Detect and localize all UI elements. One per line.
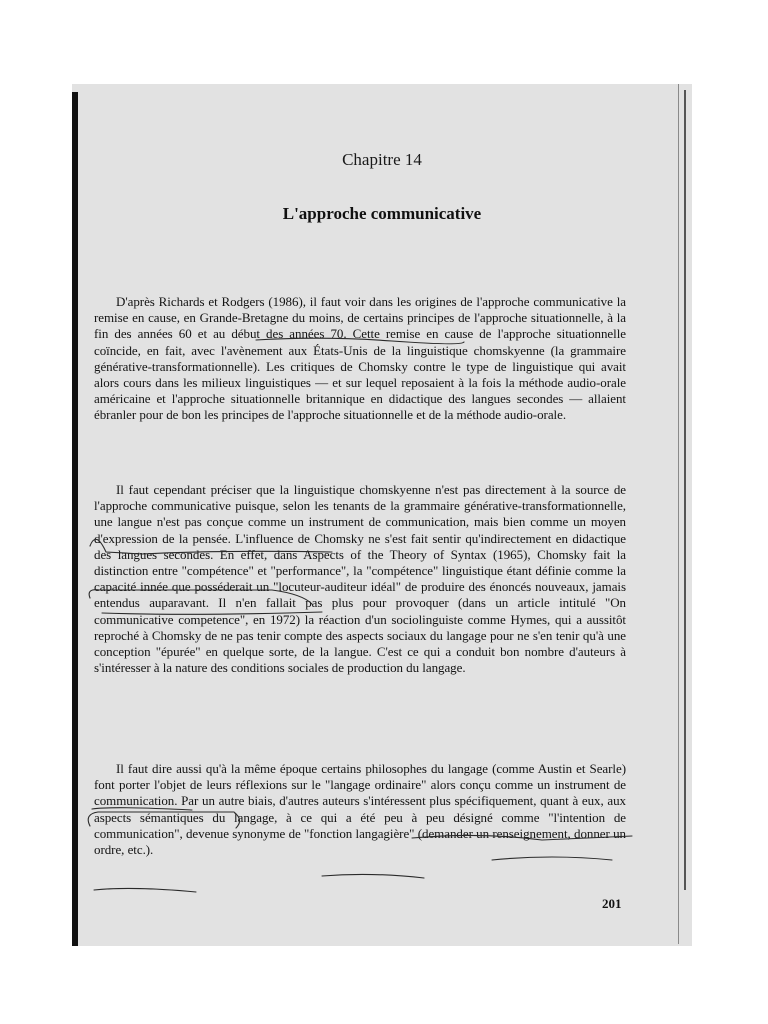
paragraph-text: Il faut cependant préciser que la linguistique chomskyenne n'est pas directement à la source de l'approche communicative puisque, selon les tenants de la grammaire générative-transformationnelle, une langue n'est pas conçue comme un instrument de communication, mais bien comme un moyen d'expression de la pensée. L'influence de Chomsky ne s'est fait sentir qu'indirectement en didactique des langues secondes. En effet, dans Aspects of the Theory of Syntax (1965), Chomsky fait la distinction entre "compétence" et "performance", la "compétence" linguistique étant définie comme la capacité innée que posséderait un "locuteur-auditeur idéal" de produire des énoncés nouveaux, jamais entendus auparavant. Il n'en fallait pas plus pour provoquer (dans un article intitulé "On communicative competence", en 1972) la réaction d'un sociolinguiste comme Hymes, qui a aussitôt reproché à Chomsky de ne pas tenir compte des aspects sociaux du langage pour ne s'en tenir qu'à une conception "épurée" en quelque sorte, de la langue. C'est ce qui a conduit bon nombre d'auteurs à s'intéresser à la nature des conditions sociales de production du langage. — [94, 482, 626, 676]
paragraph-2 — [94, 482, 626, 676]
page-number: 201 — [602, 896, 622, 911]
paragraph-text: D'après Richards et Rodgers (1986), il faut voir dans les origines de l'approche communicative la remise en cause, en Grande-Bretagne du moins, de certains principes de l'approche situationnelle, à la fin des années 60 et au début des années 70. Cette remise en cause de l'approche situationnelle coïncide, en fait, avec l'avènement aux États-Unis de la linguistique chomskyenne (la grammaire générative-transformationnelle). Les critiques de Chomsky contre le type de linguistique qui avait alors cours dans les milieux linguistiques — et sur lequel reposaient à la fois la méthode audio-orale américaine et l'approche situationnelle britannique en didactique des langues secondes — allaient ébranler pour de bon les principes de l'approche situationnelle et de la méthode audio-orale. — [94, 294, 626, 423]
pen-underline — [94, 888, 196, 892]
pen-underline — [322, 874, 424, 878]
paragraph-1 — [94, 294, 626, 424]
scanned-book-page — [72, 84, 692, 946]
paragraph-text: Il faut dire aussi qu'à la même époque certains philosophes du langage (comme Austin et Searle) font porter l'objet de leurs réflexions sur le "langage ordinaire" alors conçu comme un instrument de communication. Par un autre biais, d'autres auteurs s'intéressent plus spécifiquement, quant à eux, aux aspects sémantiques du langage, à ce qui a été peu à peu désigné comme "l'intention de communication", devenue synonyme de "fonction langagière" (demander un renseignement, donner un ordre, etc.). — [94, 761, 626, 858]
chapter-title: L'approche communicative — [282, 204, 482, 223]
chapter-label: Chapitre 14 — [342, 150, 422, 169]
paragraph-3 — [94, 761, 626, 858]
